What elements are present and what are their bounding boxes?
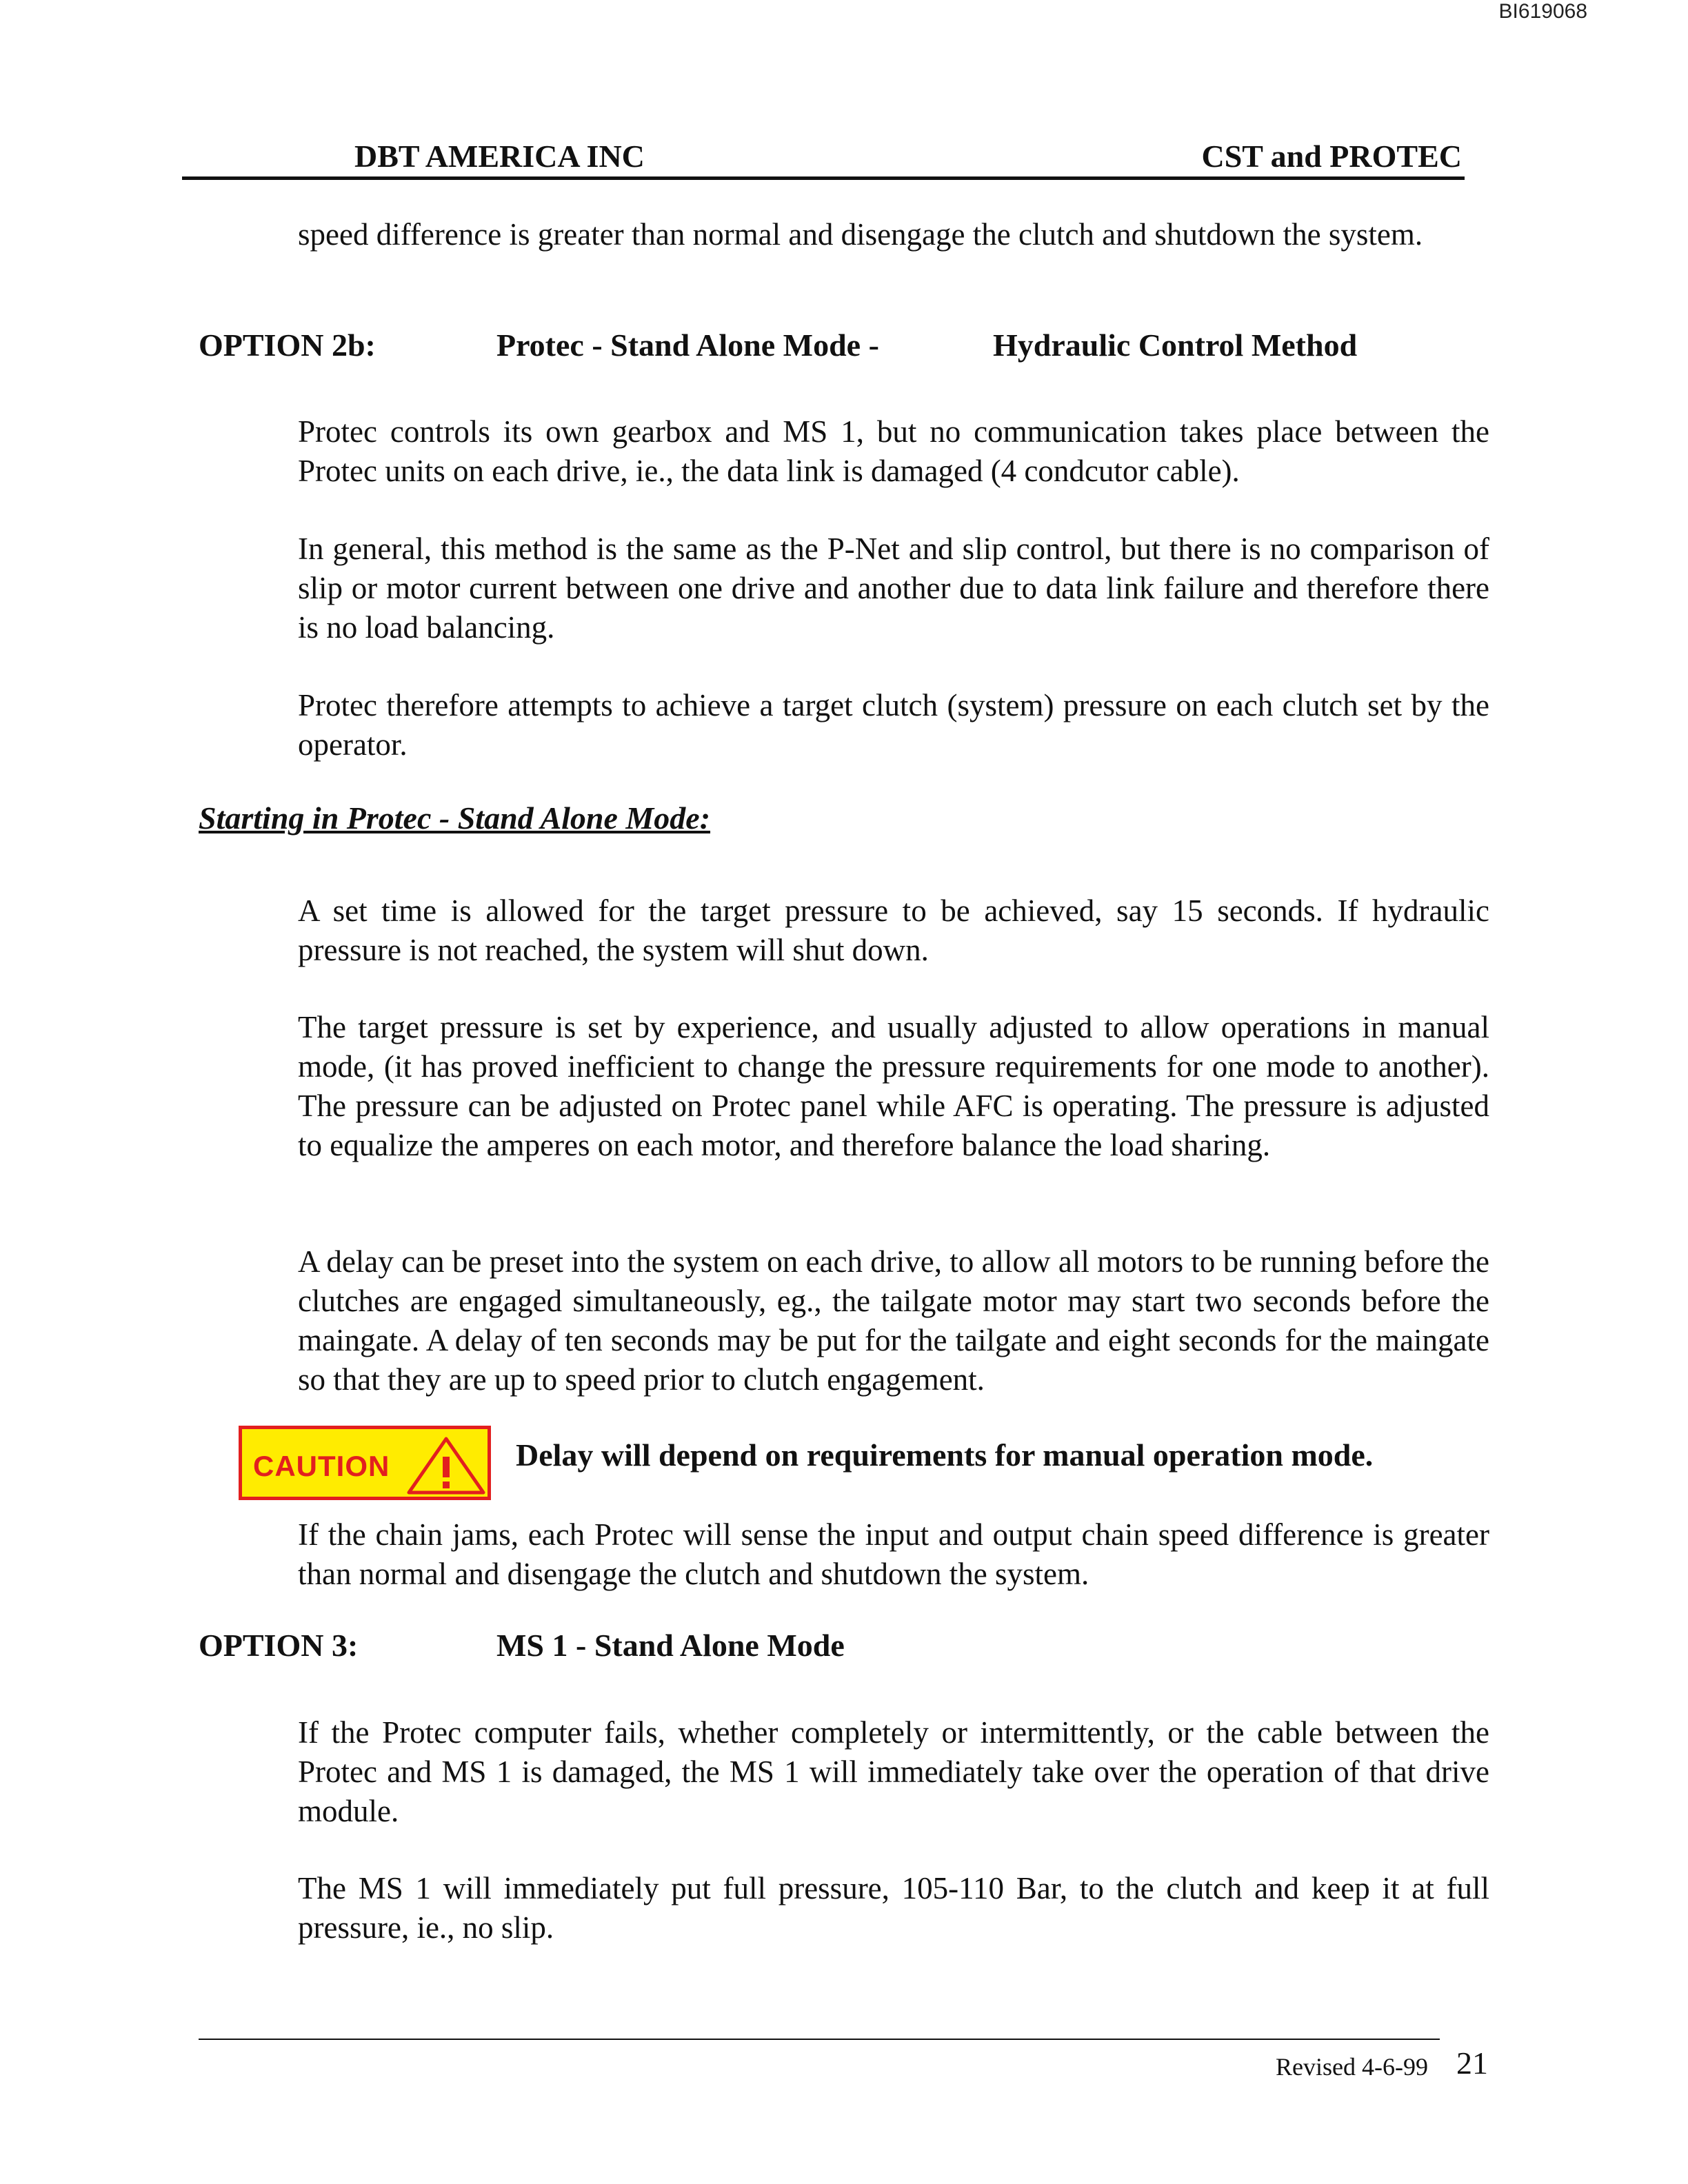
paragraph-target-pressure-experience: The target pressure is set by experience, and usually adjusted to allow operations in manual mode, (it has proved inefficient to change the pressure requirements for one mode to another). The pressure can be adjusted on Protec panel while AFC is operating. The pressure is adjusted to equalize the amperes on each motor, and therefore balance the load sharing. (298, 1010, 1489, 1162)
option-2b-label: OPTION 2b: (199, 327, 376, 363)
starting-section-heading: Starting in Protec - Stand Alone Mode: (199, 800, 711, 836)
caution-badge (239, 1426, 491, 1500)
paragraph-delay: A delay can be preset into the system on each drive, to allow all motors to be running before the clutches are engaged simultaneously, eg., the tailgate motor may start two seconds before the maingate. A delay of ten seconds may be put for the tailgate and eight seconds for the maingate so that they are up to speed prior to clutch engagement. (298, 1244, 1489, 1397)
option-3-label: OPTION 3: (199, 1628, 359, 1663)
paragraph-protec-controls: Protec controls its own gearbox and MS 1, but no communication takes place between the Protec units on each drive, ie., the data link is damaged (4 condcutor cable). (298, 414, 1489, 488)
caution-label: CAUTION (253, 1450, 390, 1482)
paragraph-set-time: A set time is allowed for the target pressure to be achieved, say 15 seconds. If hydraulic pressure is not reached, the system will shut down. (298, 893, 1489, 967)
paragraph-chain-jams: If the chain jams, each Protec will sense the input and output chain speed difference is greater than normal and disengage the clutch and shutdown the system. (298, 1517, 1489, 1591)
footer-rule (199, 2039, 1440, 2040)
header-rule (182, 176, 1465, 180)
header-company: DBT AMERICA INC (354, 139, 645, 174)
document-id: BI619068 (1498, 0, 1587, 23)
paragraph-continuation: speed difference is greater than normal and disengage the clutch and shutdown the system. (298, 217, 1423, 252)
option-2b-mode: Protec - Stand Alone Mode - (496, 327, 879, 363)
option-2b-method: Hydraulic Control Method (993, 327, 1358, 363)
header-title: CST and PROTEC (1201, 139, 1462, 174)
paragraph-in-general: In general, this method is the same as the P-Net and slip control, but there is no comparison of slip or motor current between one drive and another due to data link failure and therefore there is no load balancing. (298, 532, 1489, 645)
paragraph-protec-fails: If the Protec computer fails, whether completely or intermittently, or the cable between the Protec and MS 1 is damaged, the MS 1 will immediately take over the operation of that drive module. (298, 1715, 1489, 1828)
option-3-mode: MS 1 - Stand Alone Mode (496, 1628, 845, 1663)
caution-message: Delay will depend on requirements for manual operation mode. (516, 1437, 1374, 1473)
paragraph-target-pressure: Protec therefore attempts to achieve a target clutch (system) pressure on each clutch set by the operator. (298, 688, 1489, 762)
page-number: 21 (1456, 2045, 1488, 2081)
revision-date: Revised 4-6-99 (1276, 2053, 1428, 2081)
warning-triangle-icon (405, 1435, 488, 1495)
paragraph-full-pressure: The MS 1 will immediately put full pressure, 105-110 Bar, to the clutch and keep it at full pressure, ie., no slip. (298, 1871, 1489, 1945)
